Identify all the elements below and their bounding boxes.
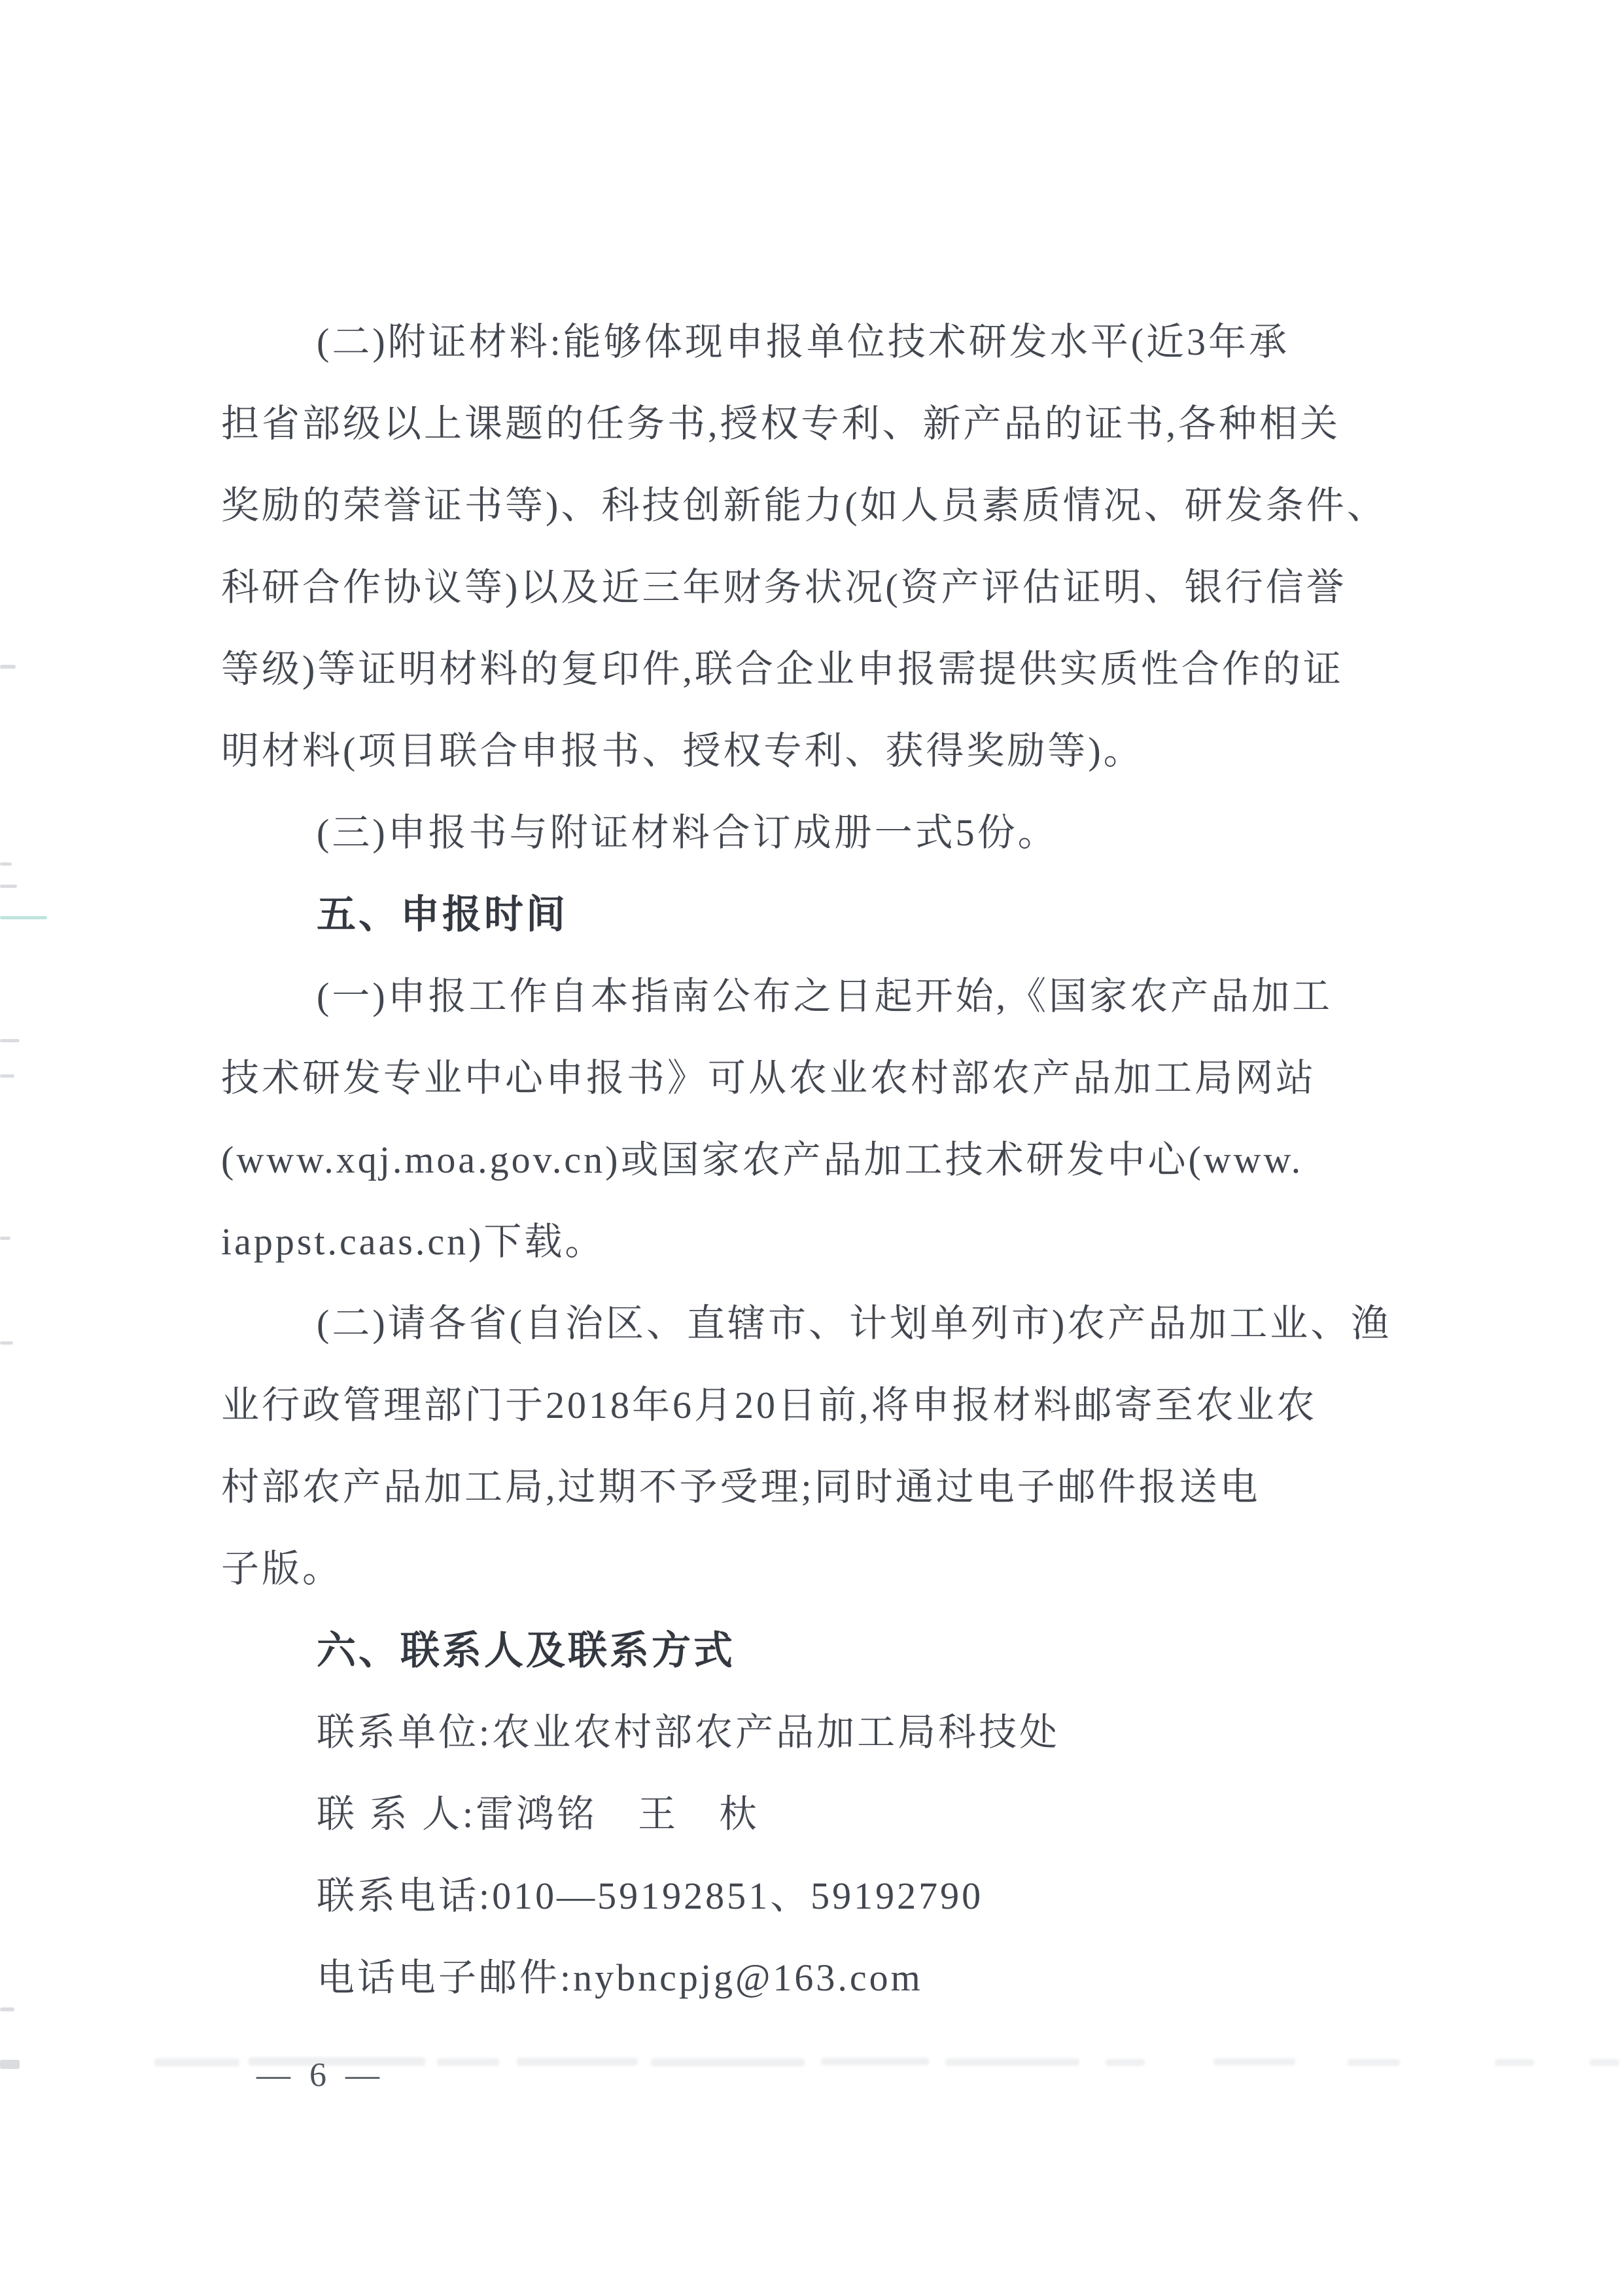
section-heading-application-time: 五、申报时间	[317, 892, 568, 936]
scan-smudge	[437, 2058, 499, 2066]
scan-smudge	[249, 2057, 425, 2066]
document-body	[221, 301, 1402, 2019]
scan-artifact	[0, 2007, 14, 2011]
scan-artifact	[0, 1039, 20, 1042]
paragraph-line: 技术研发专业中心申报书》可从农业农村部农产品加工局网站	[221, 1057, 1317, 1099]
scan-smudge	[154, 2058, 239, 2066]
contact-unit-line: 联系单位:农业农村部农产品加工局科技处	[317, 1711, 1060, 1754]
paragraph-line-website-url: (www.xqj.moa.gov.cn)或国家农产品加工技术研发中心(www.	[221, 1139, 1304, 1181]
scan-smudge	[1495, 2059, 1534, 2066]
paragraph-line-provinces: (二)请各省(自治区、直辖市、计划单列市)农产品加工业、渔	[317, 1302, 1392, 1345]
paragraph-line: 科研合作协议等)以及近三年财务状况(资产评估证明、银行信誉	[221, 566, 1347, 609]
contact-person-line: 联 系 人:雷鸿铭 王 杕	[317, 1793, 760, 1835]
scan-artifact	[0, 1074, 14, 1078]
paragraph-line-copies: (三)申报书与附证材料合订成册一式5份。	[317, 811, 1058, 854]
section-heading-contact-info: 六、联系人及联系方式	[317, 1629, 735, 1672]
scan-artifact	[0, 885, 17, 888]
page-number: — 6 —	[256, 2057, 385, 2094]
paragraph-line: 奖励的荣誉证书等)、科技创新能力(如人员素质情况、研发条件、	[221, 484, 1387, 527]
paragraph-line: 村部农产品加工局,过期不予受理;同时通过电子邮件报送电	[221, 1466, 1261, 1508]
paragraph-line: 担省部级以上课题的任务书,授权专利、新产品的证书,各种相关	[221, 402, 1341, 445]
contact-phone-line: 联系电话:010—59192851、59192790	[317, 1875, 984, 1917]
paragraph-line-application-start: (一)申报工作自本指南公布之日起开始,《国家农产品加工	[317, 975, 1333, 1017]
scan-smudge	[821, 2058, 929, 2065]
scan-artifact	[0, 1341, 13, 1345]
scan-artifact	[0, 862, 12, 866]
scan-smudge	[1590, 2059, 1619, 2066]
paragraph-line: 子版。	[221, 1547, 343, 1590]
scan-smudge	[1106, 2059, 1145, 2066]
scan-artifact	[0, 665, 16, 669]
scan-smudge	[1348, 2059, 1400, 2066]
scan-artifact	[0, 1237, 10, 1240]
scan-artifact	[0, 916, 47, 919]
paragraph-line: 明材料(项目联合申报书、授权专利、获得奖励等)。	[221, 730, 1144, 772]
scan-artifact	[0, 2060, 20, 2069]
scan-smudge	[651, 2058, 805, 2066]
scan-smudge	[1213, 2058, 1295, 2065]
paragraph-line: 等级)等证明材料的复印件,联合企业申报需提供实质性合作的证	[221, 648, 1344, 690]
paragraph-line-deadline: 业行政管理部门于2018年6月20日前,将申报材料邮寄至农业农	[221, 1384, 1318, 1426]
contact-email-line: 电话电子邮件:nybncpjg@163.com	[317, 1956, 923, 1999]
paragraph-line-download-url: iappst.caas.cn)下载。	[221, 1220, 606, 1263]
paragraph-line-appendix-materials: (二)附证材料:能够体现申报单位技术研发水平(近3年承	[317, 321, 1290, 363]
scan-smudge	[945, 2058, 1079, 2066]
scan-smudge	[517, 2058, 638, 2066]
